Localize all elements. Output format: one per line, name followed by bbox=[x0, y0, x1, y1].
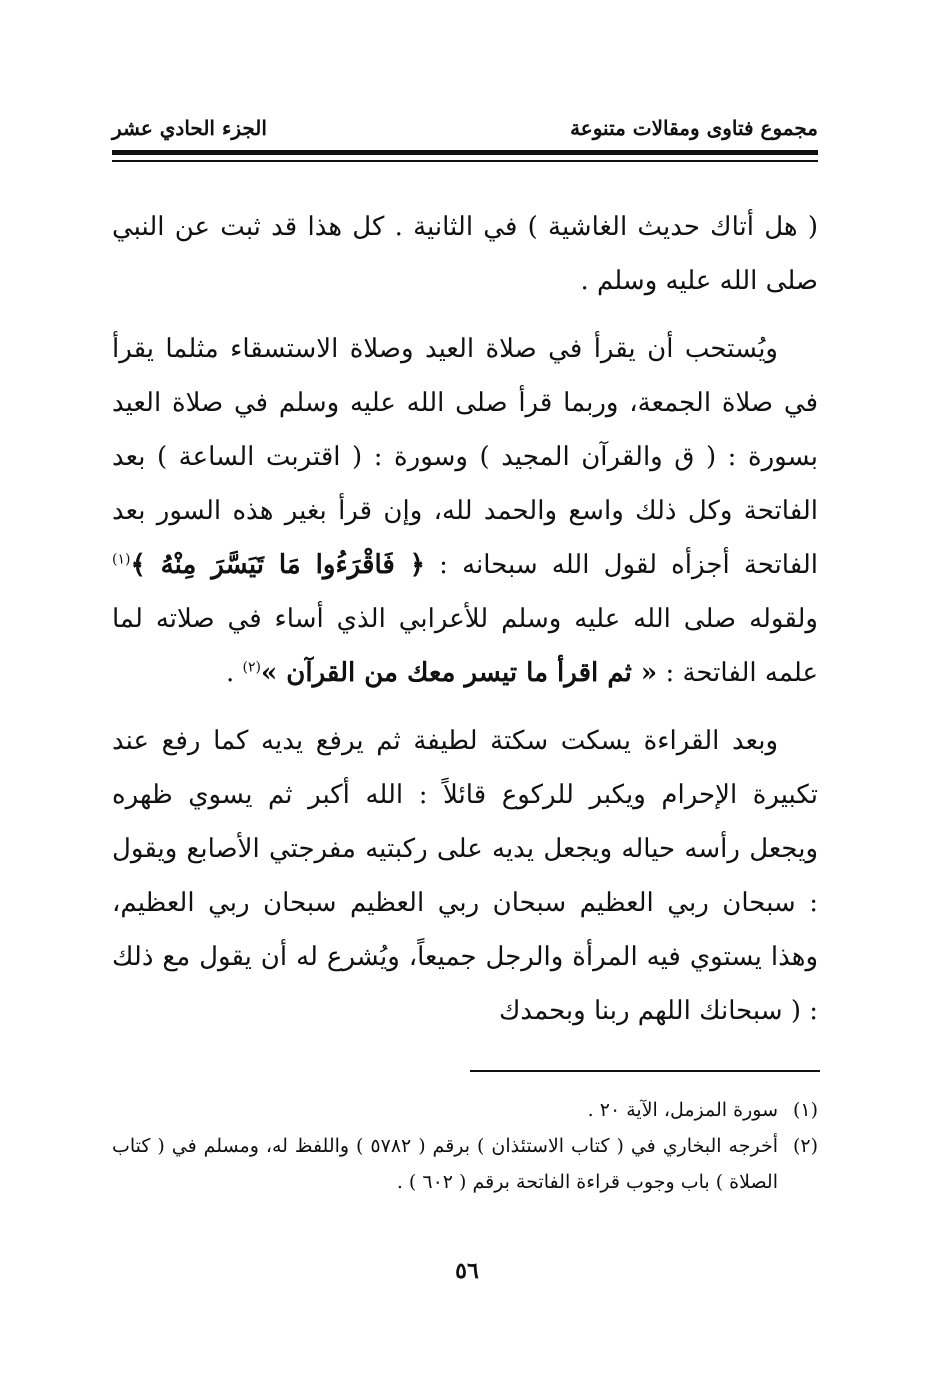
paragraph-2 bbox=[112, 322, 818, 700]
footnote-number: (١) bbox=[792, 1099, 818, 1121]
main-text bbox=[112, 200, 818, 1052]
footnote-1 bbox=[112, 1092, 818, 1128]
header-rule-thin bbox=[112, 160, 818, 162]
footnote-ref-2[interactable]: (٢) bbox=[242, 659, 261, 676]
footnote-2 bbox=[112, 1128, 818, 1200]
footnote-text: سورة المزمل، الآية ٢٠ . bbox=[587, 1099, 778, 1121]
volume-label: الجزء الحادي عشر bbox=[112, 116, 267, 140]
paragraph-1: ( هل أتاك حديث الغاشية ) في الثانية . كل هذا قد ثبت عن النبي صلى الله عليه وسلم . bbox=[112, 212, 818, 296]
hadith-quote: « ثم اقرأ ما تيسر معك من القرآن » bbox=[260, 658, 658, 688]
quran-verse: ﴿ فَاقْرَءُوا مَا تَيَسَّرَ مِنْهُ ﴾ bbox=[130, 550, 425, 580]
footnotes bbox=[112, 1092, 818, 1200]
header-rule-thick bbox=[112, 150, 818, 155]
paragraph-3: وبعد القراءة يسكت سكتة لطيفة ثم يرفع يديه كما رفع عند تكبيرة الإحرام ويكبر للركوع قائلاً : الله أكبر ثم يسوي ظهره ويجعل رأسه حياله ويجعل يديه على ركبتيه مفرجتي الأصابع ويقول : سبحان ربي العظيم سبحان ربي العظيم سبحان ربي العظيم، وهذا يستوي فيه المرأة والرجل جميعاً، ويُشرع له أن يقول مع ذلك : ( سبحانك اللهم ربنا وبحمدك bbox=[112, 726, 818, 1026]
paragraph-2-part-a: ويُستحب أن يقرأ في صلاة العيد وصلاة الاستسقاء مثلما يقرأ في صلاة الجمعة، وربما قرأ صلى الله عليه وسلم في صلاة العيد بسورة : ( ق والقرآن المجيد ) وسورة : ( اقتربت الساعة ) بعد الفاتحة وكل ذلك واسع والحمد لله، وإن قرأ بغير هذه السور بعد الفاتحة أجزأه لقول الله سبحانه : bbox=[112, 334, 819, 580]
footnote-text: أخرجه البخاري في ( كتاب الاستئذان ) برقم ( ٥٧٨٢ ) واللفظ له، ومسلم في ( كتاب الصلاة ) باب وجوب قراءة الفاتحة برقم ( ٦٠٢ ) . bbox=[112, 1135, 778, 1193]
footnote-number: (٢) bbox=[792, 1135, 818, 1157]
paragraph-2-end: . bbox=[225, 658, 235, 688]
footnote-separator bbox=[470, 1070, 820, 1072]
page-number: ٥٦ bbox=[455, 1258, 479, 1284]
paragraph-2-part-b: ولقوله صلى الله عليه وسلم للأعرابي الذي أساء في صلاته لما علمه الفاتحة : bbox=[112, 604, 818, 688]
book-title: مجموع فتاوى ومقالات متنوعة bbox=[570, 116, 818, 140]
footnote-ref-1[interactable]: (١) bbox=[112, 551, 131, 568]
running-header bbox=[112, 112, 818, 152]
